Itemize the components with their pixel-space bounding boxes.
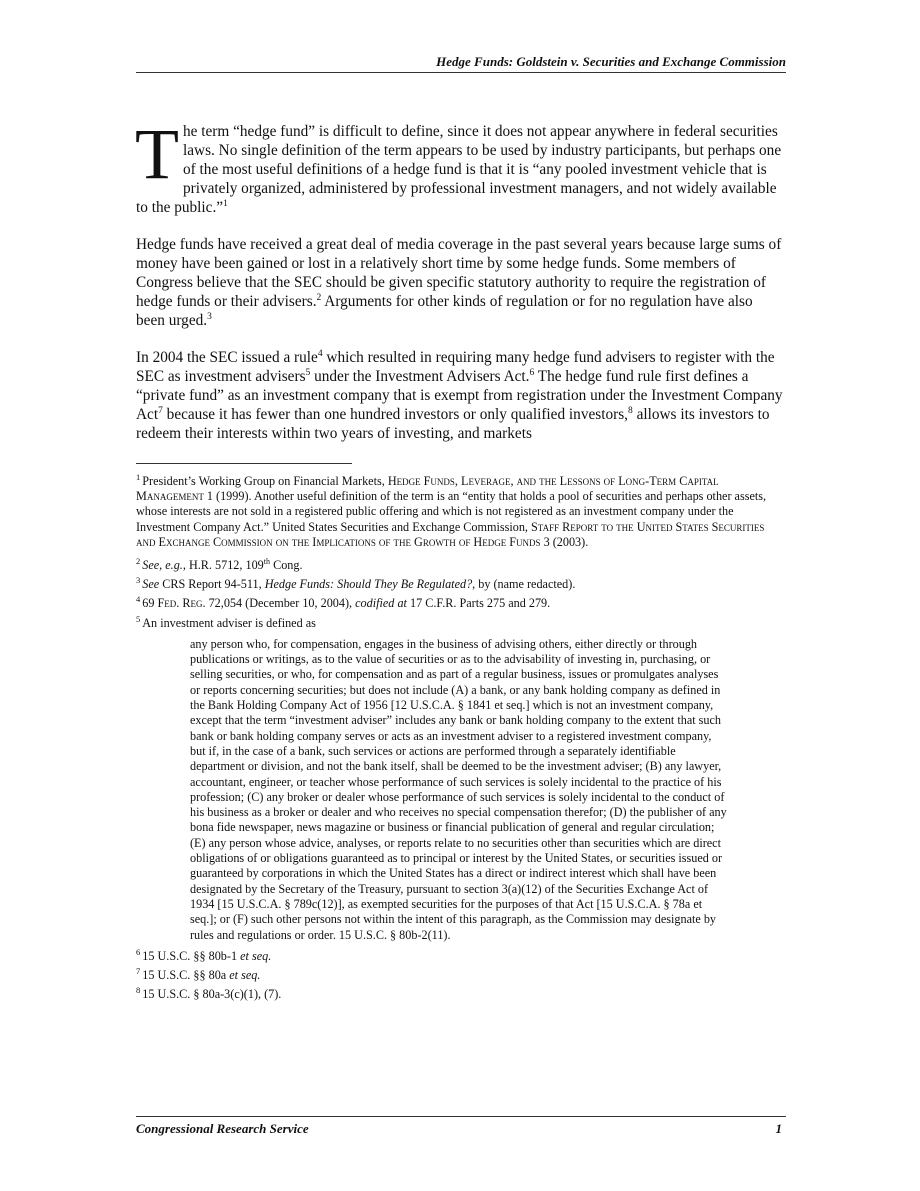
footnote-ref-5[interactable]: 5 [305, 367, 311, 378]
footnote-2-text-a: , H.R. 5712, 109 [182, 558, 264, 573]
footnote-8-text: 15 U.S.C. § 80a-3(c)(1), (7). [142, 987, 282, 1002]
footnote-1-citation-title: Hedge Funds, Leverage, and the Lessons of Long-Term Capital Management [136, 474, 719, 504]
page-footer [136, 1116, 786, 1139]
footnote-number: 6 [136, 946, 141, 957]
footnote-2-signal: See, e.g. [142, 558, 183, 573]
footnote-number: 4 [136, 594, 141, 605]
block-quote: any person who, for compensation, engages in the business of advising others, either directly or through publications or writings, as to the value of securities or as to the advisability of investing in, purchasing, or selling securities, or who, for compensation and as part of a regular business, issues or promulgates analyses or reports concerning securities; but does not include (A) a bank, or any bank holding company as defined in the Bank Holding Company Act of 1956 [12 U.S.C.A. § 1841 et seq.] which is not an investment company, except that the term “investment adviser” includes any bank or bank holding company to the extent that such bank or bank holding company serves or acts as an investment adviser to a registered investment company, but if, in the case of a bank, such services or actions are performed through a separately identifiable department or division, and not the bank itself, shall be deemed to be the investment adviser; (B) any lawyer, accountant, engineer, or teacher whose performance of such services is solely incidental to the practice of his profession; (C) any broker or dealer whose performance of such services is solely incidental to the conduct of his business as a broker or dealer and who receives no special compensation therefor; (D) the publisher of any bona fide newspaper, news magazine or business or financial publication of general and regular circulation; (E) any person whose advice, analyses, or reports relate to no securities other than securities which are direct obligations of or obligations guaranteed as to principal or interest by the United States, or securities issued or guaranteed by corporations in which the United States has a direct or indirect interest which shall have been designated by the Secretary of the Treasury, pursuant to section 3(a)(12) of the Securities Exchange Act of 1934 [15 U.S.C.A. § 789c(12)], as exempted securities for the purposes of that Act [15 U.S.C.A. § 78a et seq.]; or (F) such other persons not within the intent of this paragraph, as the Commission may designate by rules and regulations or order. 15 U.S.C. § 80b-2(11). [190, 636, 727, 942]
footnote-4-text-c: 17 C.F.R. Parts 275 and 279. [406, 596, 551, 611]
footnote-number: 5 [136, 613, 141, 624]
paragraph-3 [136, 348, 784, 443]
footnote-3-report-title: Hedge Funds: Should They Be Regulated? [264, 577, 473, 592]
running-header [136, 54, 786, 73]
header-title: Hedge Funds: Goldstein v. Securities and Exchange Commission [436, 54, 786, 69]
footnote-ref-1[interactable]: 1 [223, 198, 228, 209]
body-text [135, 114, 784, 461]
footnotes [136, 471, 784, 1006]
footnote-ref-3[interactable]: 3 [207, 311, 212, 322]
paragraph-3-text-d: The hedge fund rule first defines a “private fund” as an investment company that is exempt from registration under the Investment Company Act [136, 368, 783, 423]
footnote-5 [136, 613, 784, 943]
footnote-3-signal: See [142, 577, 160, 592]
paragraph-3-text-c: under the Investment Advisers Act. [310, 368, 530, 385]
footnote-ref-4[interactable]: 4 [317, 348, 323, 359]
footnote-4-reporter: Fed. Reg. [157, 596, 206, 611]
footnote-4-text-b: 72,054 (December 10, 2004), [205, 596, 356, 611]
footnote-7-text: 15 U.S.C. §§ 80a [142, 968, 230, 983]
paragraph-2-text-a: Hedge funds have received a great deal of media coverage in the past several years because large sums of money have been gained or lost in a relatively short time by some hedge funds. Some members of Congress believe that the SEC should be given specific statutory authority to require the registration of hedge funds or their advisers. [136, 236, 782, 310]
footnote-8 [136, 987, 784, 1002]
footnote-6 [136, 946, 784, 964]
footnote-4-signal: codified at [355, 596, 407, 611]
paragraph-2-text-b: Arguments for other kinds of regulation or for no regulation have also been urged. [136, 293, 753, 329]
paragraph-3-text-e: because it has fewer than one hundred investors or only qualified investors, [162, 406, 628, 423]
footnote-2-text-b: Cong. [270, 558, 303, 573]
footnote-3-text-b: , by (name redacted). [472, 577, 576, 592]
footnote-ref-6[interactable]: 6 [529, 367, 535, 378]
footnote-4 [136, 596, 784, 611]
footnote-3-text-a: CRS Report 94-511, [159, 577, 265, 592]
footnote-7-signal: et seq. [229, 968, 261, 983]
paragraph-1-text: he term “hedge fund” is difficult to define, since it does not appear anywhere in federal securities laws. No single definition of the term appears to be used by industry participants, but perhaps one of the most useful definitions of a hedge fund is that it is “any pooled investment vehicle that is privately organized, administered by professional investment managers, and not widely available to the public.” [136, 123, 782, 216]
footnote-1-text-c: 3 (2003). [540, 534, 589, 549]
footnote-number: 1 [136, 471, 141, 482]
paragraph-3-text-f: allows its investors to redeem their interests within two years of investing, and markets [136, 406, 770, 442]
footnote-separator [136, 463, 352, 464]
footnote-ref-7[interactable]: 7 [158, 405, 163, 416]
footnote-2 [136, 554, 784, 573]
footnote-ref-8[interactable]: 8 [628, 405, 633, 416]
paragraph-3-text-b: which resulted in requiring many hedge fund advisers to register with the SEC as investment advisers [136, 349, 775, 385]
footnote-7 [136, 965, 784, 983]
paragraph-1 [135, 114, 784, 217]
footnote-number: 8 [136, 985, 141, 996]
ordinal-suffix: th [263, 557, 271, 567]
footnote-1-report-title: Staff Report to the United States Securities and Exchange Commission on the Implications of the Growth of Hedge Funds [136, 519, 765, 549]
footer-source: Congressional Research Service [136, 1121, 309, 1136]
footnote-ref-2[interactable]: 2 [316, 292, 322, 303]
footnote-1 [136, 471, 784, 550]
footnote-5-intro: An investment adviser is defined as [142, 615, 316, 630]
footnote-number: 3 [136, 575, 141, 586]
paragraph-2 [136, 235, 784, 330]
footnote-4-text-a: 69 [142, 596, 158, 611]
page-number: 1 [775, 1121, 782, 1136]
footnote-6-text: 15 U.S.C. §§ 80b-1 [142, 948, 241, 963]
paragraph-3-text-a: In 2004 the SEC issued a rule [136, 349, 318, 366]
footnote-number: 2 [136, 556, 141, 567]
footnote-number: 7 [136, 965, 141, 976]
footnote-1-text-b: 1 (1999). Another useful definition of the term is an “entity that holds a pool of securities and perhaps other assets, whose interests are not sold in a registered public offering and which is not registered as an investment company under the Investment Company Act.” United States Securities and Exchange Commission, [136, 489, 767, 534]
footnote-6-signal: et seq. [240, 948, 272, 963]
footnote-3 [136, 577, 784, 592]
drop-cap: T [135, 114, 179, 194]
footnote-1-text-a: President’s Working Group on Financial Markets, [142, 474, 388, 488]
